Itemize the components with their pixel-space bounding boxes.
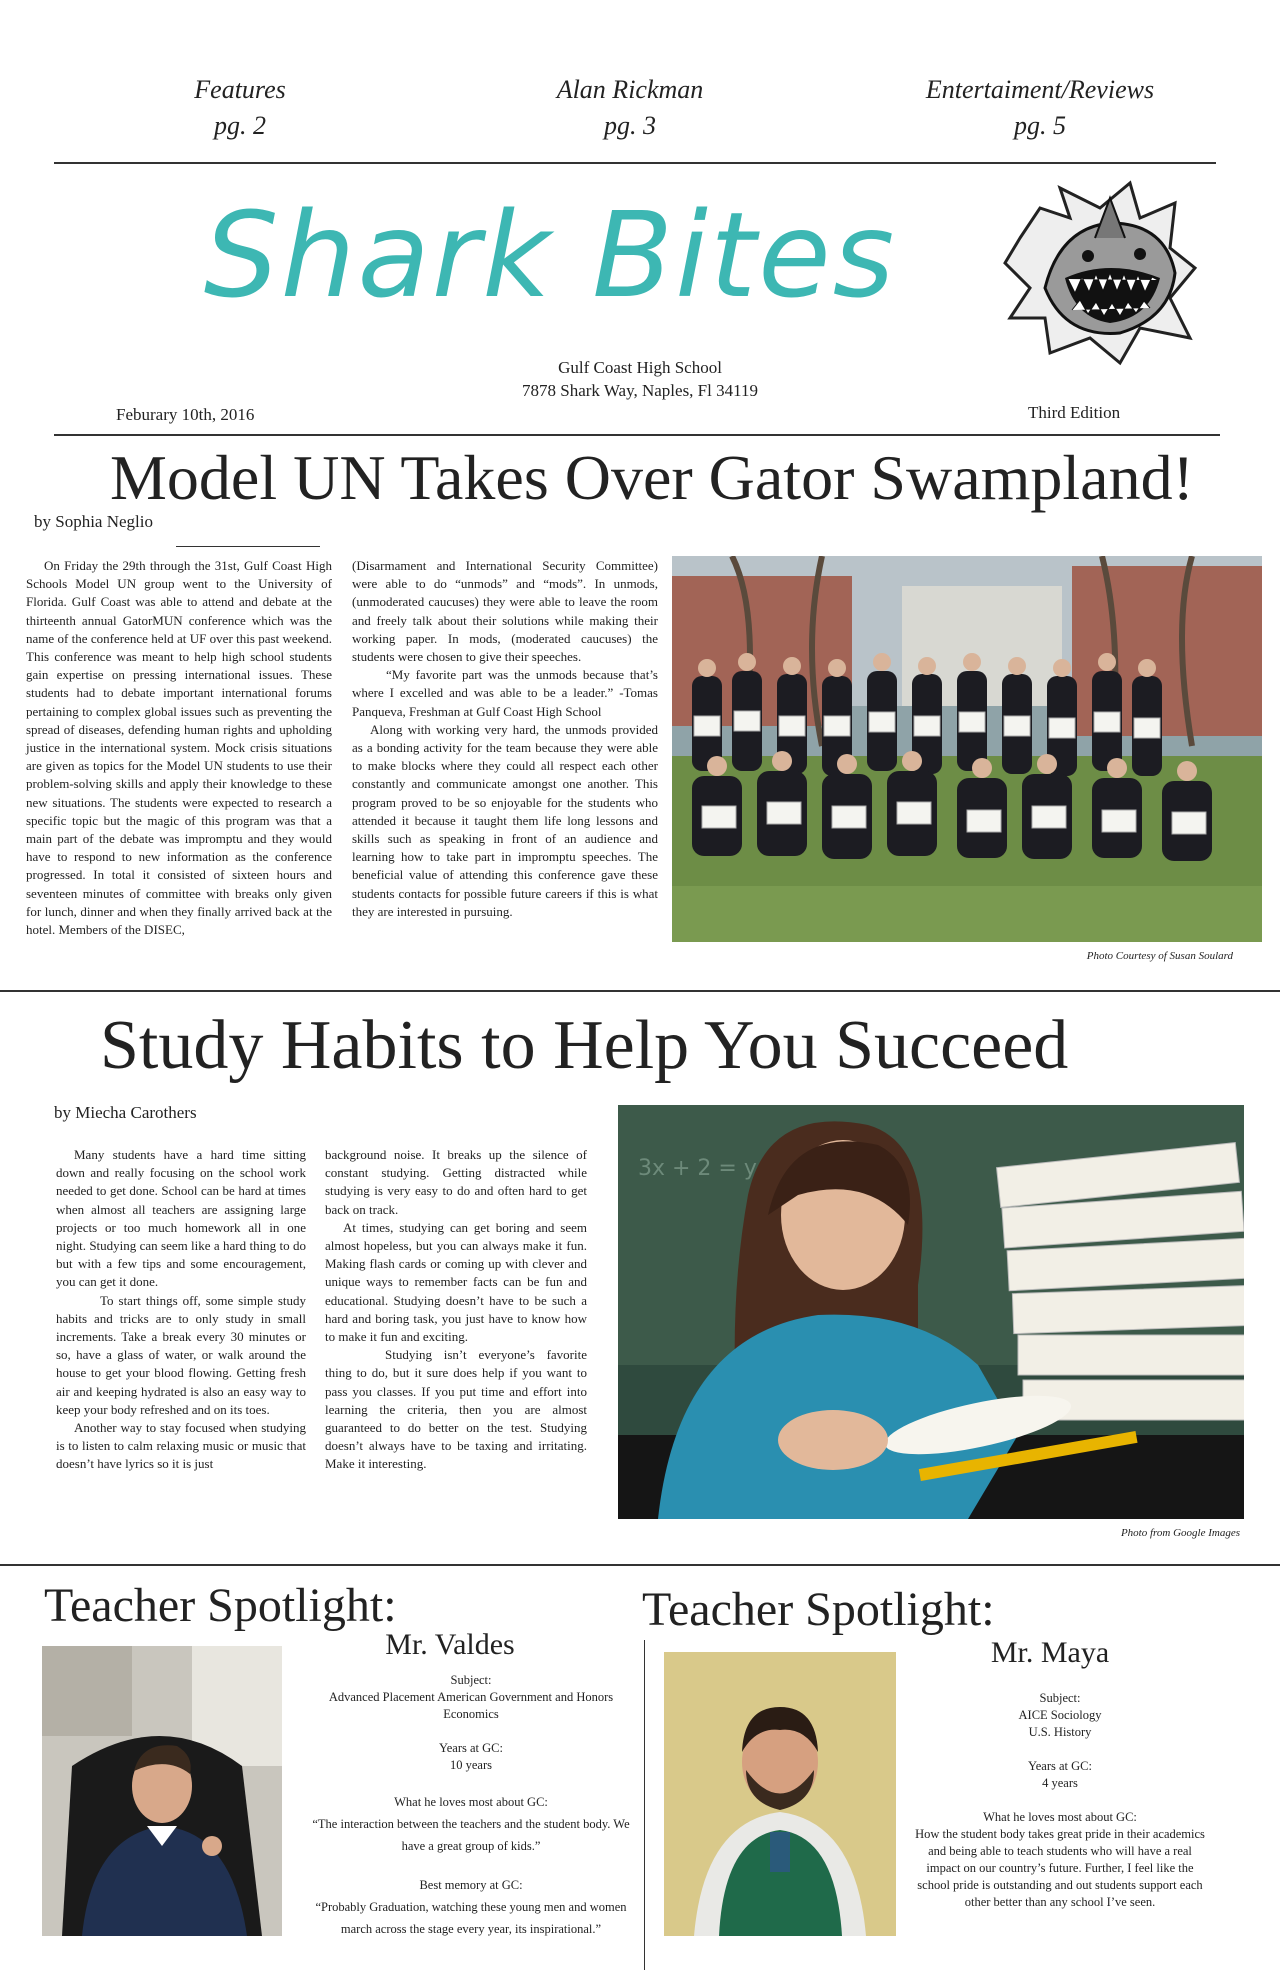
- teacher-valdes-photo: [42, 1646, 282, 1936]
- teaser-page: pg. 5: [1014, 111, 1066, 140]
- teacher-maya-photo: [664, 1652, 896, 1936]
- teaser-features[interactable]: [90, 72, 390, 144]
- spotlight-info-2: [910, 1690, 1210, 1928]
- issue-date: Feburary 10th, 2016: [116, 405, 255, 424]
- spotlight-heading-1: Teacher Spotlight:: [44, 1579, 397, 1632]
- model-un-group-photo: [672, 556, 1262, 942]
- article1-column-1: [26, 557, 332, 939]
- section-rule-1: [0, 990, 1280, 992]
- svg-text:3x + 2 = y: 3x + 2 = y: [638, 1156, 757, 1181]
- teaser-page: pg. 3: [604, 111, 656, 140]
- teaser-page: pg. 2: [214, 111, 266, 140]
- school-address: [380, 356, 900, 402]
- paragraph: Another way to stay focused when studying is to listen to calm relaxing music or music that doesn’t have lyrics so it is just: [56, 1420, 306, 1472]
- subject-info: Subject: AICE Sociology U.S. History: [1018, 1691, 1102, 1739]
- loves-info: What he loves most about GC: How the student body takes great pride in their academics and being able to teach students who will have a real impact on our country’s future. Further, I feel like the school pride is outstanding and out students support each other better than any school I’ve seen.: [915, 1810, 1205, 1909]
- article2-column-1: [56, 1146, 306, 1474]
- shark-logo-icon: [1000, 178, 1200, 368]
- masthead-title: Shark Bites: [203, 186, 897, 324]
- paragraph: “My favorite part was the unmods because that’s where I excelled and was able to be a leader.” -Tomas Panqueva, Freshman at Gulf Coast High School: [352, 667, 658, 719]
- studying-student-photo: [618, 1105, 1244, 1519]
- street-address: 7878 Shark Way, Naples, Fl 34119: [522, 381, 758, 400]
- spotlight-heading-2: Teacher Spotlight:: [642, 1583, 995, 1636]
- article1-column-2: [352, 557, 658, 921]
- teaser-alan-rickman[interactable]: [480, 72, 780, 144]
- memory-info: Best memory at GC: “Probably Graduation, watching these young men and women march across the stage every year, its inspirational.”: [315, 1878, 627, 1936]
- years-info: Years at GC: 10 years: [438, 1741, 503, 1772]
- teaser-section: Alan Rickman: [556, 75, 704, 104]
- paragraph: Many students have a hard time sitting down and really focusing on the school work needed to get done. School can be hard at times when almost all teachers are assigning large projects or too much homework all in one night. Studying can seem like a hard thing to do but with a few tips and some encouragement, you can get it done.: [56, 1147, 306, 1290]
- loves-info: What he loves most about GC: “The interaction between the teachers and the student body. We have a great group of kids.”: [312, 1795, 630, 1853]
- article2-column-2: [325, 1146, 587, 1474]
- spotlight-info-1: [306, 1672, 636, 1957]
- issue-edition: Third Edition: [1028, 403, 1121, 422]
- teaser-section: Features: [194, 75, 286, 104]
- article2-byline: by Miecha Carothers: [54, 1103, 197, 1122]
- spotlight-divider: [644, 1640, 645, 1970]
- paragraph: Along with working very hard, the unmods provided as a bonding activity for the team because they were able to make blocks where they could all respect each other constantly and communicate amongst one another. This program proved to be so enjoyable for the students who attended it because it taught them life long lessons and skills such as speaking in front of an audience and learning how to take part in impromptu speeches. The beneficial value of attending this conference gave these students contacts for possible future careers if this is what they are interested in pursuing.: [352, 721, 658, 919]
- article1-byline: by Sophia Neglio: [34, 512, 153, 531]
- article2-headline: Study Habits to Help You Succeed: [100, 1007, 1069, 1084]
- spotlight-teacher-name-2: Mr. Maya: [990, 1636, 1110, 1669]
- teaser-entertainment[interactable]: [890, 72, 1190, 144]
- subject-info: Subject: Advanced Placement American Government and Honors Economics: [328, 1673, 614, 1721]
- school-name: Gulf Coast High School: [558, 358, 722, 377]
- paragraph: Studying isn’t everyone’s favorite thing to do, but it sure does help if you want to pass you classes. If you put time and effort into learning the criteria, then you are almost guaranteed to do better on the test. Studying doesn’t always have to be taxing and irritating. Make it interesting.: [325, 1347, 587, 1472]
- article2-photo-caption: Photo from Google Images: [1120, 1527, 1240, 1539]
- spotlight-teacher-name-1: Mr. Valdes: [385, 1628, 515, 1661]
- paragraph: background noise. It breaks up the silence of constant studying. Getting distracted while studying is very easy to do and often hard to get back on track.: [325, 1147, 587, 1217]
- byline-rule: [176, 546, 320, 547]
- top-rule: [54, 162, 1216, 164]
- article1-headline: Model UN Takes Over Gator Swampland!: [110, 442, 1194, 513]
- paragraph: To start things off, some simple study habits and tricks are to only study in small increments. Take a break every 30 minutes or so, have a glass of water, or walk around the house to get your blood flowing. Getting fresh air and keeping hydrated is also an easy way to keep your body refreshed and on its toes.: [56, 1292, 306, 1417]
- section-rule-2: [0, 1564, 1280, 1566]
- paragraph: On Friday the 29th through the 31st, Gulf Coast High Schools Model UN group went to the University of Florida. Gulf Coast was able to attend and debate at the thirteenth annual GatorMUN conference which was the name of the conference held at UF over this past weekend. This conference was meant to help high school students gain expertise on pressing international issues. These students had to debate important international forums pertaining to complex global issues such as preventing the spread of diseases, defending human rights and upholding justice in the international system. Mock crisis situations are given as topics for the Model UN students to use their problem-solving skills and apply their knowledge to these new situations. The students were expected to research a specific topic but the magic of this program was that a main part of the debate was impromptu and they would have to respond to new information as the conference progressed. In total it consisted of sixteen hours and seventeen minutes of committee with breaks only given for lunch, dinner and when they finally arrived back at the hotel. Members of the DISEC,: [26, 558, 332, 938]
- years-info: Years at GC: 4 years: [1027, 1759, 1092, 1790]
- article1-photo-caption: Photo Courtesy of Susan Soulard: [1086, 950, 1233, 962]
- paragraph: (Disarmament and International Security Committee) were able to do “unmods” and “mods”. In unmods, (unmoderated caucuses) they were able to leave the room and freely talk about their solutions while making their working paper. In mods, (moderated caucuses) the students were chosen to give their speeches.: [352, 558, 658, 665]
- masthead-rule: [54, 434, 1220, 436]
- paragraph: At times, studying can get boring and seem almost hopeless, but you can always make it fun. Making flash cards or coming up with clever and unique ways to remember facts can be fun and educational. Studying doesn’t have to be such a hard and boring task, you just have to know how to make it fun and exciting.: [325, 1219, 587, 1345]
- teaser-section: Entertaiment/Reviews: [925, 75, 1155, 104]
